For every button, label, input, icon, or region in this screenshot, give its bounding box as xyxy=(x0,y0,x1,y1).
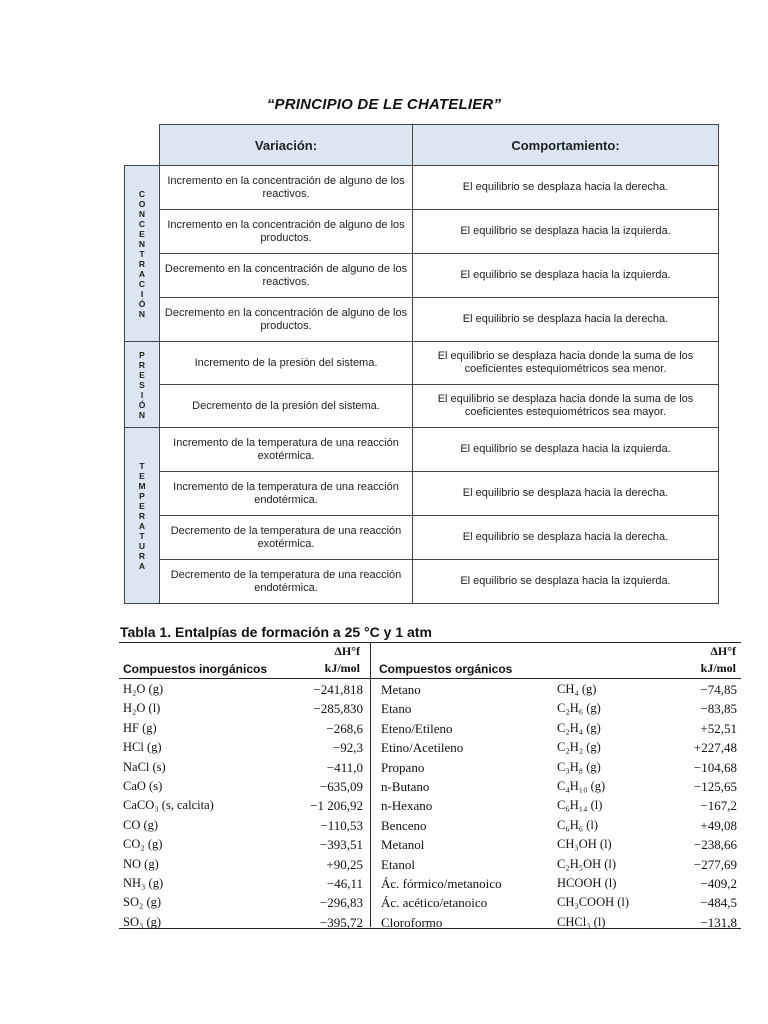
enthalpy-value: +52,51 xyxy=(700,720,737,736)
dh-unit: kJ/mol xyxy=(324,661,360,675)
behavior-cell: El equilibrio se desplaza hacia la izquierda. xyxy=(413,210,719,254)
table1-title: Tabla 1. Entalpías de formación a 25 °C y 1 atm xyxy=(120,624,432,640)
compound-name: Ác. acético/etanoico xyxy=(381,895,488,911)
table1-divider xyxy=(370,642,371,927)
compound-formula: HF (g) xyxy=(123,720,157,735)
compound-formula: C₂H₆ (g) xyxy=(557,701,601,716)
list-item xyxy=(123,699,363,718)
list-item xyxy=(381,855,737,874)
behavior-cell: El equilibrio se desplaza hacia la derecha. xyxy=(413,298,719,342)
enthalpy-value: −409,2 xyxy=(700,875,737,891)
compound-formula: CH₃OH (l) xyxy=(557,837,612,852)
group-label-letters: P R E S I Ó N xyxy=(138,349,146,420)
variation-cell: Decremento de la presión del sistema. xyxy=(160,385,413,428)
behavior-cell: El equilibrio se desplaza hacia la izquierda. xyxy=(413,254,719,298)
table-row xyxy=(125,385,719,428)
enthalpy-value: +49,08 xyxy=(700,817,737,833)
list-item xyxy=(123,913,363,932)
compound-formula: C₃H₈ (g) xyxy=(557,759,601,774)
compound-name: Benceno xyxy=(381,817,427,833)
compound-formula: CH₄ (g) xyxy=(557,682,597,696)
compound-name: Etano xyxy=(381,701,412,717)
table-row xyxy=(125,210,719,254)
enthalpy-value: −1 206,92 xyxy=(310,798,363,814)
enthalpy-value: −393,51 xyxy=(319,837,363,853)
dh-symbol: ΔH°f xyxy=(334,644,360,658)
dh-unit: kJ/mol xyxy=(700,661,736,675)
enthalpy-value: −46,11 xyxy=(326,875,363,891)
compound-formula: HCOOH (l) xyxy=(557,875,617,890)
group-label xyxy=(125,166,160,342)
variation-cell: Incremento de la presión del sistema. xyxy=(160,342,413,385)
compound-formula: CO (g) xyxy=(123,817,159,832)
compound-name: Ác. fórmico/metanoico xyxy=(381,875,502,891)
compound-name: Eteno/Etileno xyxy=(381,720,453,736)
group-label-letters: C O N C E N T R A C I Ó N xyxy=(138,188,146,319)
list-item xyxy=(381,777,737,796)
compound-name: Etanol xyxy=(381,856,415,872)
group-label-letters: T E M P E R A T U R A xyxy=(138,460,146,571)
list-item xyxy=(381,796,737,815)
list-item xyxy=(381,913,737,932)
list-item xyxy=(381,816,737,835)
compound-name: Metanol xyxy=(381,837,425,853)
list-item xyxy=(123,816,363,835)
enthalpy-value: −395,72 xyxy=(319,914,363,930)
enthalpy-value: −268,6 xyxy=(326,720,363,736)
compound-formula: NaCl (s) xyxy=(123,759,166,774)
organic-header-rule xyxy=(371,678,741,679)
behavior-cell: El equilibrio se desplaza hacia la izquierda. xyxy=(413,428,719,472)
compound-name: Cloroformo xyxy=(381,914,443,930)
inorganic-header: Compuestos inorgánicos xyxy=(123,662,268,676)
page-title: “PRINCIPIO DE LE CHATELIER” xyxy=(266,96,502,113)
list-item xyxy=(123,738,363,757)
compound-formula: NO (g) xyxy=(123,856,159,871)
compound-formula: NH₃ (g) xyxy=(123,875,164,890)
enthalpy-value: −83,85 xyxy=(700,701,737,717)
list-item xyxy=(381,699,737,718)
compound-formula: H₂O (g) xyxy=(123,682,164,696)
enthalpy-value: +90,25 xyxy=(326,856,363,872)
list-item xyxy=(123,835,363,854)
le-chatelier-body xyxy=(125,166,719,604)
variation-cell: Decremento en la concentración de alguno de los productos. xyxy=(160,298,413,342)
compound-formula: C₂H₂ (g) xyxy=(557,740,601,755)
organic-rows xyxy=(381,680,737,932)
behavior-cell: El equilibrio se desplaza hacia la derecha. xyxy=(413,472,719,516)
enthalpy-value: −277,69 xyxy=(693,856,737,872)
list-item xyxy=(381,680,737,699)
compound-formula: CaO (s) xyxy=(123,778,163,793)
enthalpy-value: −484,5 xyxy=(700,895,737,911)
compound-formula: C₆H₁₄ (l) xyxy=(557,798,603,813)
compound-formula: C₄H₁₀ (g) xyxy=(557,778,606,793)
list-item xyxy=(123,874,363,893)
compound-formula: SO₃ (g) xyxy=(123,914,162,929)
compound-formula: CO₂ (g) xyxy=(123,837,163,852)
enthalpy-value: −110,53 xyxy=(320,817,363,833)
compound-formula: HCl (g) xyxy=(123,740,162,755)
compound-formula: CHCl₃ (l) xyxy=(557,914,606,929)
behavior-cell: El equilibrio se desplaza hacia donde la suma de los coeficientes estequiométricos sea menor. xyxy=(413,342,719,385)
table-row xyxy=(125,472,719,516)
list-item xyxy=(123,680,363,699)
inorganic-dh-header xyxy=(290,644,360,675)
header-behavior: Comportamiento: xyxy=(413,125,719,166)
list-item xyxy=(123,796,363,815)
compound-name: Propano xyxy=(381,759,425,775)
header-variation: Variación: xyxy=(160,125,413,166)
table-row xyxy=(125,254,719,298)
enthalpy-value: −296,83 xyxy=(319,895,363,911)
table-row xyxy=(125,560,719,604)
table-row xyxy=(125,516,719,560)
inorganic-rows xyxy=(123,680,363,932)
enthalpy-value: −635,09 xyxy=(319,778,363,794)
variation-cell: Incremento de la temperatura de una reacción exotérmica. xyxy=(160,428,413,472)
compound-formula: CaCO₃ (s, calcita) xyxy=(123,798,214,813)
variation-cell: Incremento en la concentración de alguno de los reactivos. xyxy=(160,166,413,210)
table-row xyxy=(125,166,719,210)
enthalpy-value: −285,830 xyxy=(313,701,363,717)
variation-cell: Incremento en la concentración de alguno de los productos. xyxy=(160,210,413,254)
behavior-cell: El equilibrio se desplaza hacia la derecha. xyxy=(413,516,719,560)
variation-cell: Decremento de la temperatura de una reacción exotérmica. xyxy=(160,516,413,560)
enthalpy-value: −411,0 xyxy=(326,759,363,775)
compound-formula: H₂O (l) xyxy=(123,701,161,716)
list-item xyxy=(123,893,363,912)
list-item xyxy=(381,758,737,777)
compound-formula: CH₃COOH (l) xyxy=(557,895,630,910)
behavior-cell: El equilibrio se desplaza hacia la izquierda. xyxy=(413,560,719,604)
behavior-cell: El equilibrio se desplaza hacia donde la suma de los coeficientes estequiométricos sea mayor. xyxy=(413,385,719,428)
variation-cell: Incremento de la temperatura de una reacción endotérmica. xyxy=(160,472,413,516)
compound-name: n-Hexano xyxy=(381,798,433,814)
dh-symbol: ΔH°f xyxy=(710,644,736,658)
enthalpy-value: +227,48 xyxy=(693,740,737,756)
compound-name: Etino/Acetileno xyxy=(381,740,464,756)
enthalpy-value: −131,8 xyxy=(700,914,737,930)
variation-cell: Decremento de la temperatura de una reacción endotérmica. xyxy=(160,560,413,604)
group-label xyxy=(125,342,160,428)
group-label xyxy=(125,428,160,604)
inorganic-header-rule xyxy=(119,678,370,679)
enthalpy-value: −167,2 xyxy=(700,798,737,814)
list-item xyxy=(381,719,737,738)
compound-formula: C₂H₅OH (l) xyxy=(557,856,617,871)
compound-name: Metano xyxy=(381,682,421,697)
enthalpy-value: −104,68 xyxy=(693,759,737,775)
list-item xyxy=(381,874,737,893)
enthalpy-value: −125,65 xyxy=(693,778,737,794)
enthalpy-value: −74,85 xyxy=(700,682,737,697)
list-item xyxy=(123,855,363,874)
list-item xyxy=(123,758,363,777)
compound-formula: SO₂ (g) xyxy=(123,895,162,910)
organic-dh-header xyxy=(650,644,736,675)
list-item xyxy=(381,738,737,757)
table-corner xyxy=(125,125,160,166)
behavior-cell: El equilibrio se desplaza hacia la derecha. xyxy=(413,166,719,210)
compound-formula: C₆H₆ (l) xyxy=(557,817,599,832)
compound-name: n-Butano xyxy=(381,778,430,794)
variation-cell: Decremento en la concentración de alguno de los reactivos. xyxy=(160,254,413,298)
list-item xyxy=(381,835,737,854)
enthalpy-value: −92,3 xyxy=(332,740,363,756)
enthalpy-value: −241,818 xyxy=(313,682,363,697)
enthalpy-value: −238,66 xyxy=(693,837,737,853)
compound-formula: C₂H₄ (g) xyxy=(557,720,601,735)
list-item xyxy=(123,719,363,738)
organic-header: Compuestos orgánicos xyxy=(379,662,513,676)
list-item xyxy=(381,893,737,912)
table-row xyxy=(125,298,719,342)
table-row xyxy=(125,342,719,385)
table-row xyxy=(125,428,719,472)
le-chatelier-table xyxy=(124,124,719,604)
list-item xyxy=(123,777,363,796)
